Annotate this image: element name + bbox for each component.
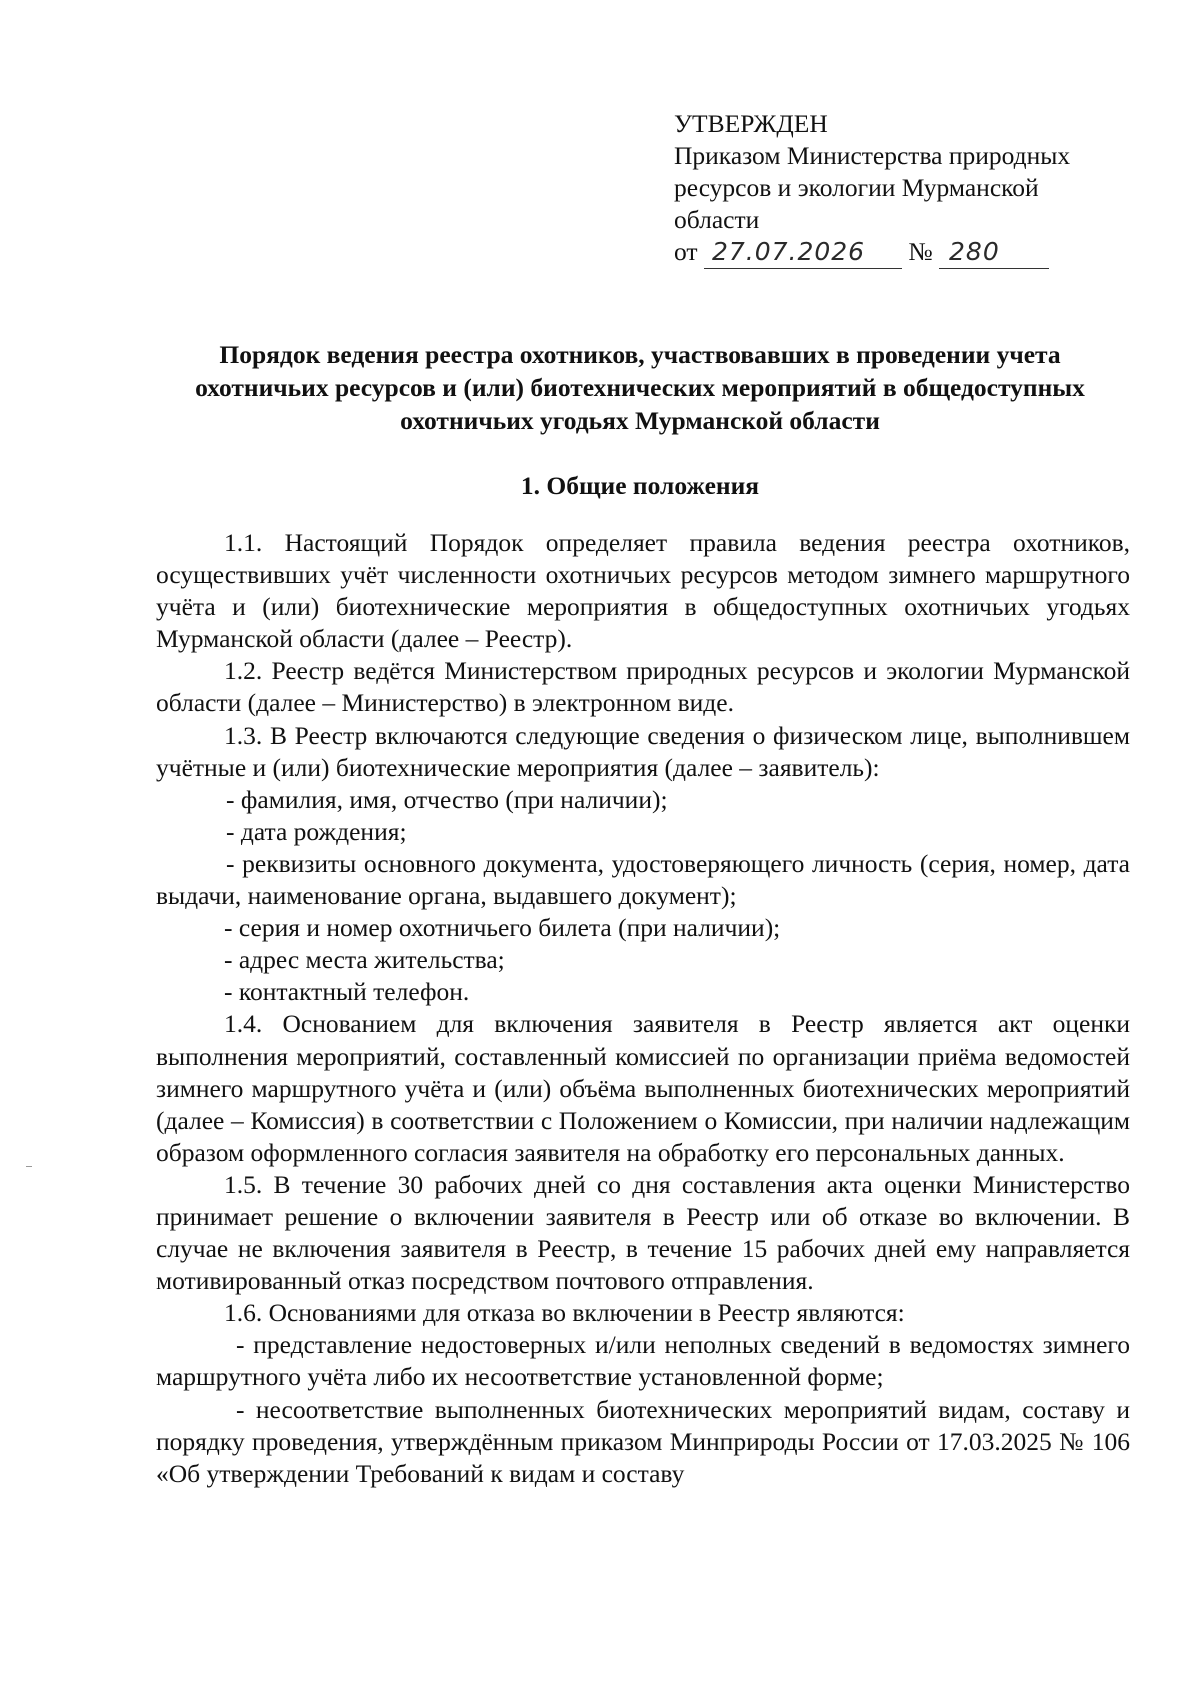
approval-line: области [674,205,760,234]
date-prefix: от [674,237,698,266]
paragraph-1-4: 1.4. Основанием для включения заявителя в Реестр является акт оценки выполнения мероприятий, составленный комиссией по организации приёма ведомостей зимнего маршрутного учёта и (или) объёма выполненных биотехнических мероприятий (далее – Комиссия) в соответствии с Положением о Комиссии, при наличии надлежащим образом оформленного согласия заявителя на обработку его персональных данных. [156,1009,1130,1167]
number-prefix: № [908,237,933,266]
section-heading: 1. Общие положения [520,471,760,500]
list-item: - адрес места жительства; [224,945,505,975]
handwritten-number: 280 [939,236,1049,269]
list-item: - фамилия, имя, отчество (при наличии); [226,784,668,814]
paragraph-1-6: 1.6. Основаниями для отказа во включении в Реестр являются: [224,1298,905,1328]
document-body [156,527,1130,1490]
approval-line: Приказом Министерства природных [674,141,1071,170]
paragraph-1-3: 1.3. В Реестр включаются следующие сведения о физическом лице, выполнившем учётные и (или) биотехнические мероприятия (далее – заявитель): [156,720,1130,782]
list-item: - представление недостоверных и/или неполных сведений в ведомостях зимнего маршрутного учёта либо их несоответствие установленной форме; [156,1330,1130,1392]
list-item: - реквизиты основного документа, удостоверяющего личность (серия, номер, дата выдачи, наименование органа, выдавшего документ); [156,848,1130,911]
list-item: - дата рождения; [226,816,407,846]
approval-line: ресурсов и экологии Мурманской [674,173,1039,202]
list-item: - контактный телефон. [224,977,470,1007]
list-item: - серия и номер охотничьего билета (при наличии); [224,913,781,943]
approval-date-number-row [674,236,1144,269]
scan-speck [26,1166,32,1167]
list-item: - несоответствие выполненных биотехнических мероприятий видам, составу и порядку проведения, утверждённым приказом Минприроды России от 17.03.2025 № 106 «Об утверждении Требований к видам и составу [156,1394,1130,1488]
handwritten-date: 27.07.2026 [704,236,902,269]
approval-stamp-block [674,108,1144,269]
paragraph-1-1: 1.1. Настоящий Порядок определяет правила ведения реестра охотников, осуществивших учёт численности охотничьих ресурсов методом зимнего маршрутного учёта и (или) биотехнические мероприятия в общедоступных охотничьих угодьях Мурманской области (далее – Реестр). [156,528,1130,654]
paragraph-1-2: 1.2. Реестр ведётся Министерством природных ресурсов и экологии Мурманской области (далее – Министерство) в электронном виде. [156,656,1130,718]
approval-heading: УТВЕРЖДЕН [674,109,828,138]
document-title: Порядок ведения реестра охотников, участвовавших в проведении учета охотничьих ресурсов и (или) биотехнических мероприятий в общедоступных охотничьих угодьях Мурманской области [195,340,1085,435]
paragraph-1-5: 1.5. В течение 30 рабочих дней со дня составления акта оценки Министерство принимает решение о включении заявителя в Реестр или об отказе во включении. В случае не включения заявителя в Реестр, в течение 15 рабочих дней ему направляется мотивированный отказ посредством почтового отправления. [156,1169,1130,1296]
